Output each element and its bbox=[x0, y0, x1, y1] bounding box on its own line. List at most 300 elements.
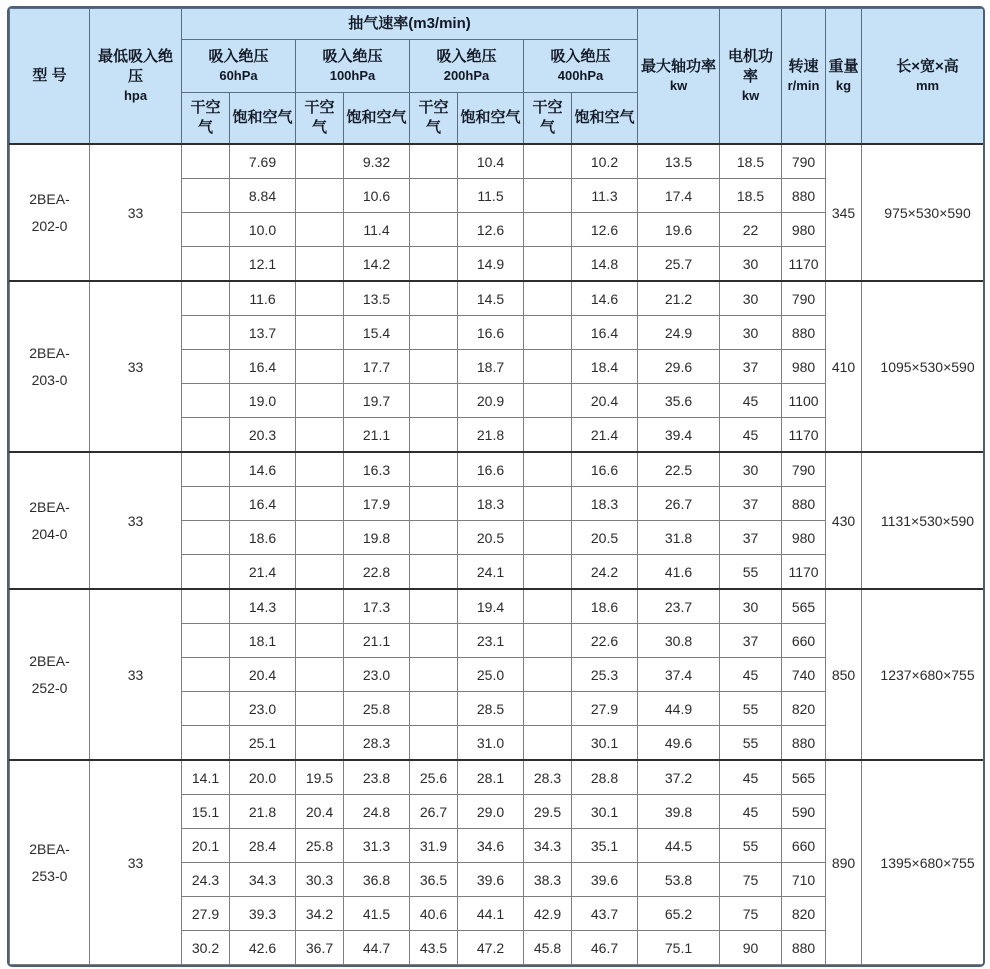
value-cell: 30.8 bbox=[638, 624, 720, 658]
value-cell: 16.6 bbox=[458, 316, 524, 350]
header-pressure-200-value: 200hPa bbox=[443, 68, 490, 84]
min-pressure-cell: 33 bbox=[90, 452, 182, 589]
header-dry-air-100: 干空气 bbox=[296, 93, 344, 145]
value-cell bbox=[182, 487, 230, 521]
model-line2: 253-0 bbox=[31, 867, 68, 884]
value-cell: 590 bbox=[782, 795, 826, 829]
value-cell: 55 bbox=[720, 829, 782, 863]
value-cell: 25.3 bbox=[572, 658, 638, 692]
value-cell: 53.8 bbox=[638, 863, 720, 897]
spec-table-container bbox=[7, 6, 985, 967]
value-cell: 34.6 bbox=[458, 829, 524, 863]
model-line1: 2BEA- bbox=[29, 344, 70, 361]
header-max-shaft-power bbox=[638, 9, 720, 145]
value-cell bbox=[410, 144, 458, 179]
value-cell: 29.0 bbox=[458, 795, 524, 829]
value-cell: 25.6 bbox=[410, 760, 458, 795]
value-cell: 25.8 bbox=[296, 829, 344, 863]
value-cell: 41.5 bbox=[344, 897, 410, 931]
value-cell: 37 bbox=[720, 624, 782, 658]
value-cell: 12.1 bbox=[230, 247, 296, 282]
value-cell: 28.8 bbox=[572, 760, 638, 795]
value-cell bbox=[182, 316, 230, 350]
header-pressure-400-value: 400hPa bbox=[557, 68, 604, 84]
weight-cell: 890 bbox=[826, 760, 862, 965]
value-cell: 27.9 bbox=[572, 692, 638, 726]
value-cell: 18.6 bbox=[572, 589, 638, 624]
value-cell bbox=[182, 384, 230, 418]
value-cell: 45 bbox=[720, 658, 782, 692]
header-min-pressure-unit: hpa bbox=[123, 88, 148, 104]
min-pressure-cell: 33 bbox=[90, 760, 182, 965]
table-header bbox=[10, 9, 986, 145]
value-cell: 16.4 bbox=[230, 350, 296, 384]
value-cell: 21.8 bbox=[230, 795, 296, 829]
header-dimensions bbox=[862, 9, 985, 145]
value-cell bbox=[296, 589, 344, 624]
value-cell bbox=[182, 350, 230, 384]
value-cell: 880 bbox=[782, 316, 826, 350]
value-cell: 31.9 bbox=[410, 829, 458, 863]
value-cell: 24.8 bbox=[344, 795, 410, 829]
value-cell: 42.9 bbox=[524, 897, 572, 931]
value-cell bbox=[524, 350, 572, 384]
model-line2: 204-0 bbox=[31, 525, 68, 542]
value-cell: 20.9 bbox=[458, 384, 524, 418]
value-cell: 55 bbox=[720, 726, 782, 761]
value-cell bbox=[410, 452, 458, 487]
value-cell: 17.4 bbox=[638, 179, 720, 213]
value-cell: 31.8 bbox=[638, 521, 720, 555]
value-cell: 31.3 bbox=[344, 829, 410, 863]
value-cell: 14.6 bbox=[230, 452, 296, 487]
min-pressure-cell: 33 bbox=[90, 144, 182, 281]
value-cell: 37.4 bbox=[638, 658, 720, 692]
table-row bbox=[10, 760, 986, 795]
weight-cell: 430 bbox=[826, 452, 862, 589]
value-cell: 24.3 bbox=[182, 863, 230, 897]
value-cell bbox=[182, 452, 230, 487]
value-cell: 28.1 bbox=[458, 760, 524, 795]
value-cell bbox=[296, 179, 344, 213]
header-pressure-400 bbox=[524, 40, 638, 93]
value-cell: 25.0 bbox=[458, 658, 524, 692]
value-cell: 28.4 bbox=[230, 829, 296, 863]
value-cell bbox=[524, 624, 572, 658]
value-cell: 14.1 bbox=[182, 760, 230, 795]
value-cell: 55 bbox=[720, 692, 782, 726]
value-cell: 75 bbox=[720, 863, 782, 897]
value-cell bbox=[524, 144, 572, 179]
value-cell bbox=[296, 247, 344, 282]
value-cell: 14.2 bbox=[344, 247, 410, 282]
model-cell bbox=[10, 589, 90, 760]
value-cell bbox=[524, 589, 572, 624]
value-cell bbox=[524, 281, 572, 316]
value-cell: 90 bbox=[720, 931, 782, 965]
value-cell bbox=[410, 213, 458, 247]
value-cell bbox=[410, 589, 458, 624]
value-cell: 28.3 bbox=[344, 726, 410, 761]
value-cell: 30.1 bbox=[572, 726, 638, 761]
value-cell: 29.6 bbox=[638, 350, 720, 384]
value-cell bbox=[182, 589, 230, 624]
value-cell: 13.7 bbox=[230, 316, 296, 350]
value-cell: 23.1 bbox=[458, 624, 524, 658]
value-cell bbox=[410, 247, 458, 282]
value-cell: 19.8 bbox=[344, 521, 410, 555]
value-cell bbox=[296, 384, 344, 418]
header-pressure-60 bbox=[182, 40, 296, 93]
value-cell: 34.3 bbox=[524, 829, 572, 863]
value-cell bbox=[524, 384, 572, 418]
value-cell bbox=[410, 555, 458, 590]
value-cell: 28.3 bbox=[524, 760, 572, 795]
value-cell: 37 bbox=[720, 487, 782, 521]
value-cell: 43.5 bbox=[410, 931, 458, 965]
value-cell: 20.5 bbox=[572, 521, 638, 555]
value-cell bbox=[296, 624, 344, 658]
value-cell bbox=[182, 213, 230, 247]
header-saturated-air-200: 饱和空气 bbox=[458, 93, 524, 145]
value-cell: 17.7 bbox=[344, 350, 410, 384]
value-cell: 17.9 bbox=[344, 487, 410, 521]
value-cell: 22.6 bbox=[572, 624, 638, 658]
value-cell: 45 bbox=[720, 795, 782, 829]
value-cell: 39.3 bbox=[230, 897, 296, 931]
value-cell: 980 bbox=[782, 213, 826, 247]
value-cell: 8.84 bbox=[230, 179, 296, 213]
value-cell: 25.1 bbox=[230, 726, 296, 761]
value-cell: 16.3 bbox=[344, 452, 410, 487]
value-cell: 19.6 bbox=[638, 213, 720, 247]
dimensions-cell: 975×530×590 bbox=[862, 144, 985, 281]
value-cell: 26.7 bbox=[410, 795, 458, 829]
value-cell: 13.5 bbox=[344, 281, 410, 316]
value-cell: 1170 bbox=[782, 555, 826, 590]
value-cell: 10.4 bbox=[458, 144, 524, 179]
value-cell bbox=[296, 521, 344, 555]
value-cell: 25.7 bbox=[638, 247, 720, 282]
header-pressure-60-title: 吸入绝压 bbox=[208, 48, 269, 66]
value-cell: 23.8 bbox=[344, 760, 410, 795]
model-line2: 202-0 bbox=[31, 217, 68, 234]
value-cell: 11.5 bbox=[458, 179, 524, 213]
header-dry-air-60: 干空气 bbox=[182, 93, 230, 145]
value-cell: 710 bbox=[782, 863, 826, 897]
value-cell: 980 bbox=[782, 521, 826, 555]
value-cell: 880 bbox=[782, 179, 826, 213]
header-pressure-200 bbox=[410, 40, 524, 93]
value-cell bbox=[524, 452, 572, 487]
header-max-shaft-power-title: 最大轴功率 bbox=[641, 58, 717, 76]
value-cell: 29.5 bbox=[524, 795, 572, 829]
value-cell: 44.1 bbox=[458, 897, 524, 931]
model-line1: 2BEA- bbox=[29, 652, 70, 669]
value-cell bbox=[410, 316, 458, 350]
value-cell: 30 bbox=[720, 281, 782, 316]
value-cell: 20.3 bbox=[230, 418, 296, 453]
value-cell: 39.8 bbox=[638, 795, 720, 829]
value-cell bbox=[296, 418, 344, 453]
value-cell: 14.5 bbox=[458, 281, 524, 316]
value-cell: 11.6 bbox=[230, 281, 296, 316]
value-cell: 880 bbox=[782, 726, 826, 761]
value-cell bbox=[524, 487, 572, 521]
value-cell bbox=[296, 281, 344, 316]
dimensions-cell: 1131×530×590 bbox=[862, 452, 985, 589]
value-cell bbox=[410, 726, 458, 761]
value-cell: 19.4 bbox=[458, 589, 524, 624]
value-cell: 1100 bbox=[782, 384, 826, 418]
value-cell: 18.1 bbox=[230, 624, 296, 658]
weight-cell: 345 bbox=[826, 144, 862, 281]
value-cell: 14.9 bbox=[458, 247, 524, 282]
header-weight-unit: kg bbox=[835, 78, 852, 94]
header-dry-air-200: 干空气 bbox=[410, 93, 458, 145]
min-pressure-cell: 33 bbox=[90, 281, 182, 452]
model-line1: 2BEA- bbox=[29, 840, 70, 857]
dimensions-cell: 1395×680×755 bbox=[862, 760, 985, 965]
value-cell: 49.6 bbox=[638, 726, 720, 761]
value-cell: 14.8 bbox=[572, 247, 638, 282]
value-cell: 22 bbox=[720, 213, 782, 247]
model-cell bbox=[10, 760, 90, 965]
value-cell: 20.0 bbox=[230, 760, 296, 795]
value-cell: 12.6 bbox=[572, 213, 638, 247]
value-cell: 27.9 bbox=[182, 897, 230, 931]
value-cell: 47.2 bbox=[458, 931, 524, 965]
value-cell: 21.4 bbox=[230, 555, 296, 590]
value-cell: 12.6 bbox=[458, 213, 524, 247]
model-line1: 2BEA- bbox=[29, 498, 70, 515]
header-pressure-100 bbox=[296, 40, 410, 93]
model-line1: 2BEA- bbox=[29, 190, 70, 207]
dimensions-cell: 1095×530×590 bbox=[862, 281, 985, 452]
value-cell bbox=[296, 350, 344, 384]
value-cell: 30.3 bbox=[296, 863, 344, 897]
value-cell: 20.4 bbox=[572, 384, 638, 418]
value-cell: 39.4 bbox=[638, 418, 720, 453]
header-motor-power-title: 电机功率 bbox=[728, 47, 774, 86]
value-cell: 23.0 bbox=[344, 658, 410, 692]
value-cell: 22.5 bbox=[638, 452, 720, 487]
value-cell: 14.3 bbox=[230, 589, 296, 624]
value-cell: 30.2 bbox=[182, 931, 230, 965]
value-cell bbox=[296, 658, 344, 692]
value-cell bbox=[182, 624, 230, 658]
value-cell: 19.5 bbox=[296, 760, 344, 795]
value-cell: 44.9 bbox=[638, 692, 720, 726]
value-cell bbox=[182, 555, 230, 590]
value-cell: 820 bbox=[782, 692, 826, 726]
value-cell: 14.6 bbox=[572, 281, 638, 316]
value-cell: 565 bbox=[782, 760, 826, 795]
value-cell bbox=[524, 555, 572, 590]
value-cell bbox=[410, 281, 458, 316]
header-dimensions-title: 长×宽×高 bbox=[896, 58, 959, 76]
header-motor-power-unit: kw bbox=[741, 88, 760, 104]
value-cell: 790 bbox=[782, 144, 826, 179]
value-cell: 880 bbox=[782, 931, 826, 965]
value-cell: 44.7 bbox=[344, 931, 410, 965]
value-cell: 21.1 bbox=[344, 624, 410, 658]
value-cell: 18.6 bbox=[230, 521, 296, 555]
value-cell: 26.7 bbox=[638, 487, 720, 521]
value-cell: 21.8 bbox=[458, 418, 524, 453]
value-cell: 20.5 bbox=[458, 521, 524, 555]
value-cell bbox=[524, 247, 572, 282]
value-cell: 34.2 bbox=[296, 897, 344, 931]
value-cell: 25.8 bbox=[344, 692, 410, 726]
header-pressure-100-title: 吸入绝压 bbox=[322, 48, 383, 66]
value-cell: 45 bbox=[720, 760, 782, 795]
value-cell bbox=[296, 144, 344, 179]
value-cell: 34.3 bbox=[230, 863, 296, 897]
value-cell: 18.5 bbox=[720, 144, 782, 179]
value-cell: 11.4 bbox=[344, 213, 410, 247]
header-min-pressure-title: 最低吸入绝压 bbox=[97, 47, 173, 86]
value-cell bbox=[524, 692, 572, 726]
value-cell: 18.3 bbox=[572, 487, 638, 521]
value-cell bbox=[524, 658, 572, 692]
value-cell bbox=[524, 418, 572, 453]
value-cell bbox=[296, 213, 344, 247]
value-cell: 19.7 bbox=[344, 384, 410, 418]
header-min-pressure bbox=[90, 9, 182, 145]
value-cell: 30 bbox=[720, 316, 782, 350]
value-cell bbox=[182, 281, 230, 316]
value-cell: 19.0 bbox=[230, 384, 296, 418]
value-cell: 790 bbox=[782, 281, 826, 316]
value-cell: 38.3 bbox=[524, 863, 572, 897]
header-pressure-400-title: 吸入绝压 bbox=[550, 48, 611, 66]
value-cell: 15.1 bbox=[182, 795, 230, 829]
value-cell: 24.2 bbox=[572, 555, 638, 590]
value-cell: 31.0 bbox=[458, 726, 524, 761]
value-cell bbox=[182, 692, 230, 726]
value-cell: 820 bbox=[782, 897, 826, 931]
value-cell bbox=[182, 247, 230, 282]
header-pumping-rate: 抽气速率(m3/min) bbox=[182, 9, 638, 40]
value-cell: 30 bbox=[720, 589, 782, 624]
value-cell: 22.8 bbox=[344, 555, 410, 590]
value-cell: 20.1 bbox=[182, 829, 230, 863]
value-cell: 790 bbox=[782, 452, 826, 487]
value-cell: 23.0 bbox=[230, 692, 296, 726]
value-cell: 16.6 bbox=[458, 452, 524, 487]
value-cell: 39.6 bbox=[458, 863, 524, 897]
value-cell: 660 bbox=[782, 829, 826, 863]
value-cell: 10.6 bbox=[344, 179, 410, 213]
value-cell bbox=[410, 179, 458, 213]
value-cell: 16.4 bbox=[572, 316, 638, 350]
value-cell: 660 bbox=[782, 624, 826, 658]
value-cell: 30 bbox=[720, 452, 782, 487]
value-cell: 20.4 bbox=[296, 795, 344, 829]
value-cell bbox=[296, 316, 344, 350]
value-cell: 35.6 bbox=[638, 384, 720, 418]
value-cell: 44.5 bbox=[638, 829, 720, 863]
value-cell: 43.7 bbox=[572, 897, 638, 931]
value-cell bbox=[182, 418, 230, 453]
value-cell: 36.8 bbox=[344, 863, 410, 897]
value-cell bbox=[410, 658, 458, 692]
table-row bbox=[10, 589, 986, 624]
header-speed bbox=[782, 9, 826, 145]
header-pressure-100-value: 100hPa bbox=[329, 68, 376, 84]
value-cell: 46.7 bbox=[572, 931, 638, 965]
pump-spec-table bbox=[9, 8, 985, 965]
value-cell: 17.3 bbox=[344, 589, 410, 624]
value-cell bbox=[524, 179, 572, 213]
value-cell: 13.5 bbox=[638, 144, 720, 179]
value-cell: 30 bbox=[720, 247, 782, 282]
value-cell bbox=[410, 418, 458, 453]
value-cell bbox=[296, 555, 344, 590]
value-cell: 35.1 bbox=[572, 829, 638, 863]
value-cell: 36.5 bbox=[410, 863, 458, 897]
header-speed-title: 转速 bbox=[788, 58, 819, 76]
value-cell: 42.6 bbox=[230, 931, 296, 965]
value-cell bbox=[410, 487, 458, 521]
value-cell: 20.4 bbox=[230, 658, 296, 692]
model-cell bbox=[10, 452, 90, 589]
value-cell: 16.6 bbox=[572, 452, 638, 487]
value-cell bbox=[296, 726, 344, 761]
value-cell: 7.69 bbox=[230, 144, 296, 179]
value-cell: 24.1 bbox=[458, 555, 524, 590]
header-max-shaft-power-unit: kw bbox=[669, 78, 688, 94]
value-cell bbox=[524, 213, 572, 247]
value-cell bbox=[410, 384, 458, 418]
value-cell bbox=[182, 726, 230, 761]
value-cell: 45.8 bbox=[524, 931, 572, 965]
header-dry-air-400: 干空气 bbox=[524, 93, 572, 145]
value-cell bbox=[182, 658, 230, 692]
value-cell: 37 bbox=[720, 521, 782, 555]
header-model: 型 号 bbox=[10, 9, 90, 145]
value-cell: 18.5 bbox=[720, 179, 782, 213]
value-cell: 40.6 bbox=[410, 897, 458, 931]
header-saturated-air-100: 饱和空气 bbox=[344, 93, 410, 145]
value-cell: 30.1 bbox=[572, 795, 638, 829]
value-cell: 39.6 bbox=[572, 863, 638, 897]
value-cell: 45 bbox=[720, 384, 782, 418]
header-weight bbox=[826, 9, 862, 145]
min-pressure-cell: 33 bbox=[90, 589, 182, 760]
value-cell: 9.32 bbox=[344, 144, 410, 179]
header-pressure-60-value: 60hPa bbox=[219, 68, 258, 84]
value-cell: 1170 bbox=[782, 418, 826, 453]
header-saturated-air-400: 饱和空气 bbox=[572, 93, 638, 145]
value-cell bbox=[182, 144, 230, 179]
value-cell: 45 bbox=[720, 418, 782, 453]
value-cell: 28.5 bbox=[458, 692, 524, 726]
value-cell: 565 bbox=[782, 589, 826, 624]
header-motor-power bbox=[720, 9, 782, 145]
value-cell: 75.1 bbox=[638, 931, 720, 965]
table-row bbox=[10, 144, 986, 179]
model-cell bbox=[10, 281, 90, 452]
header-weight-title: 重量 bbox=[828, 58, 859, 76]
header-speed-unit: r/min bbox=[787, 78, 820, 94]
header-saturated-air-60: 饱和空气 bbox=[230, 93, 296, 145]
value-cell bbox=[182, 179, 230, 213]
value-cell: 18.4 bbox=[572, 350, 638, 384]
model-line2: 203-0 bbox=[31, 371, 68, 388]
weight-cell: 850 bbox=[826, 589, 862, 760]
